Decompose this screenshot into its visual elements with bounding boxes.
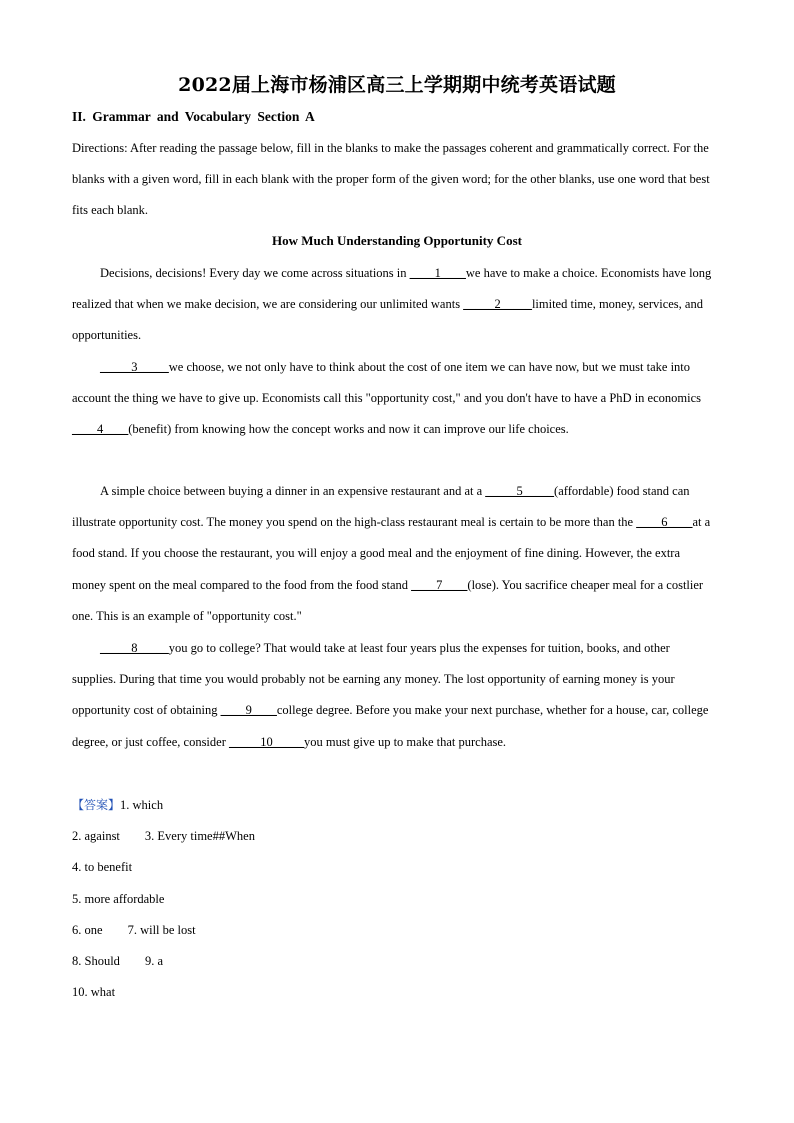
blank-9: ____9____ xyxy=(220,703,277,718)
paragraph-text: A simple choice between buying a dinner in an expensive restaurant and at a xyxy=(100,484,486,498)
answer-5: 5. more affordable xyxy=(72,891,165,906)
paragraph-text: (benefit) from knowing how the concept works and now it can improve our life choices. xyxy=(128,422,569,437)
paragraph-text: limited time, money, services, and opportunities. xyxy=(72,297,703,343)
exam-title: 2022届上海市杨浦区高三上学期期中统考英语试题 xyxy=(178,74,616,96)
answer-4: 4. to benefit xyxy=(72,860,133,875)
paragraph-text: you must give up to make that purchase. xyxy=(304,734,507,749)
passage-title: How Much Understanding Opportunity Cost xyxy=(272,233,522,248)
blank-6: ____6____ xyxy=(636,515,693,530)
answer-8: 8. Should xyxy=(72,954,120,969)
paragraph-text: college degree. Before you make your next purchase, whether for a house, car, college degree, or just coffee, consider xyxy=(72,703,709,749)
answer-2: 2. against xyxy=(72,829,120,844)
blank-8: _____8_____ xyxy=(100,641,169,655)
directions: Directions: After reading the passage below, fill in the blanks to make the passages coherent and grammatically correct. For the blanks with a given word, fill in each blank with the proper form of the given word; for the other blanks, use one word that best fits each blank. xyxy=(72,141,710,218)
paragraph-3 xyxy=(72,476,714,632)
blank-3: _____3_____ xyxy=(100,360,169,374)
paragraph-text: we choose, we not only have to think about the cost of one item we can have now, but we must take into account the thing we have to give up. Economists call this "opportunity cost," and you don't have to have a PhD in economics xyxy=(72,360,701,406)
blank-4: ____4____ xyxy=(72,422,129,437)
answer-10: 10. what xyxy=(72,985,116,1000)
blank-2: _____2_____ xyxy=(463,297,532,312)
answer-6: 6. one xyxy=(72,922,103,937)
blank-1: ____1____ xyxy=(409,266,466,280)
paragraph-1 xyxy=(72,258,714,352)
paragraph-text: at a food stand. If you choose the restaurant, you will enjoy a good meal and the enjoyment of fine dining. However, the extra money spent on the meal compared to the food from the food stand xyxy=(72,515,711,592)
paragraph-text: Decisions, decisions! Every day we come across situations in xyxy=(100,266,410,280)
paragraph-text: (affordable) food stand can illustrate opportunity cost. The money you spend on the high-class restaurant meal is certain to be more than the xyxy=(72,484,690,530)
blank-7: ____7____ xyxy=(411,577,468,592)
paragraph-text: you go to college? That would take at least four years plus the expenses for tuition, books, and other supplies. During that time you would probably not be earning any money. The lost opportunity of earning money is your opportunity cost of obtaining xyxy=(72,641,675,718)
answer-1: 1. which xyxy=(120,798,164,812)
paragraph-text: we have to make a choice. Economists have long realized that when we make decision, we are considering our unlimited wants xyxy=(72,266,712,312)
answer-9: 9. a xyxy=(144,954,163,969)
answer-3: 3. Every time##When xyxy=(144,829,255,844)
section-heading: II. Grammar and Vocabulary Section A xyxy=(72,109,315,124)
answer-key xyxy=(72,790,255,1008)
paragraph-text: (lose). You sacrifice cheaper meal for a costlier one. This is an example of "opportunity cost." xyxy=(72,577,704,623)
answer-7: 7. will be lost xyxy=(127,922,196,937)
paragraph-2 xyxy=(72,352,714,446)
paragraph-4 xyxy=(72,633,714,758)
blank-10: _____10_____ xyxy=(229,734,304,749)
answer-tag: 【答案】 xyxy=(72,798,121,812)
blank-5: _____5_____ xyxy=(485,484,555,498)
